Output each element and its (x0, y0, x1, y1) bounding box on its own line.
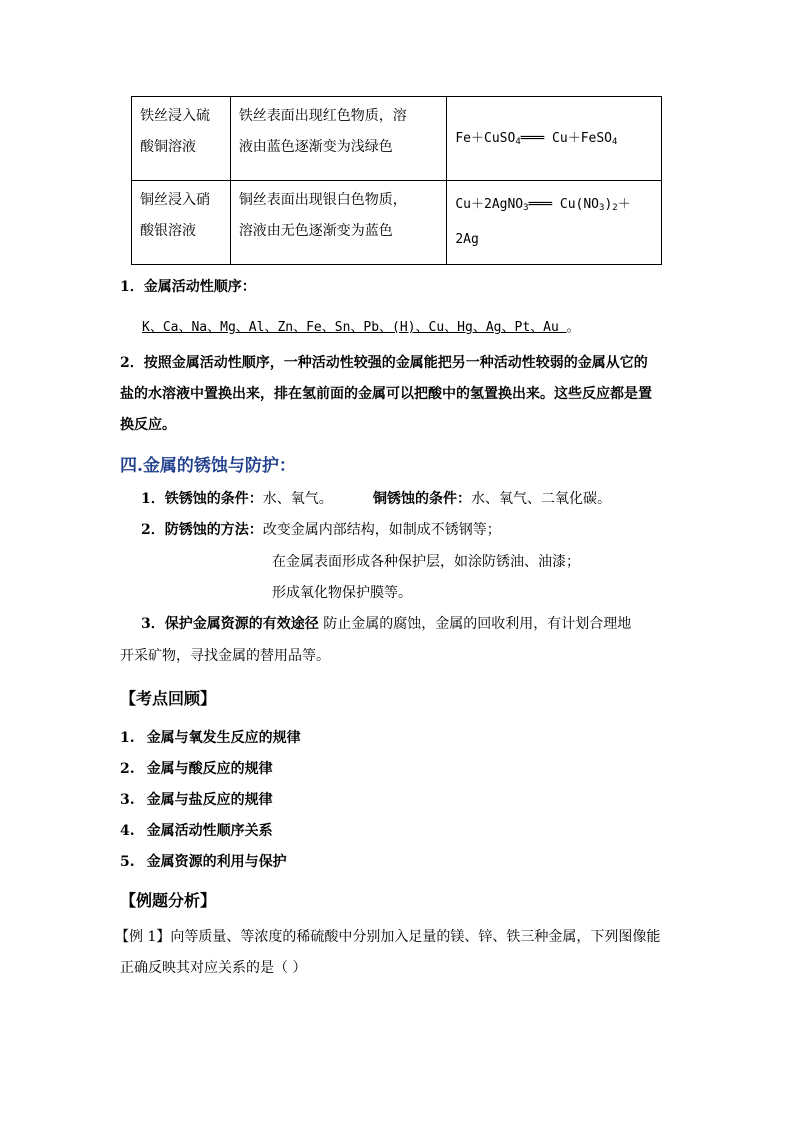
example-question: 正确反映其对应关系的是（ ） (120, 960, 307, 976)
phenomenon-cell: 铜丝表面出现银白色物质， 溶液由无色逐渐变为蓝色 (230, 181, 447, 265)
reaction-table (131, 96, 662, 265)
list-item: 2. 金属与酸反应的规律 (120, 761, 273, 777)
rust-prevention-line: 形成氧化物保护膜等。 (272, 585, 412, 601)
list-item: 3. 金属与盐反应的规律 (120, 792, 273, 808)
equation-cell: Cu＋2AgNO$_3$═══ $Cu(NO_3)_2+$ 2Ag (447, 181, 662, 265)
list-item: 5. 金属资源的利用与保护 (120, 854, 287, 870)
copper-rust-line: 铜锈蚀的条件：水、氧气、二氧化碳。 (373, 491, 611, 507)
rule-line: 盐的水溶液中置换出来，排在氢前面的金属可以把酸中的氢置换出来。这些反应都是置 (120, 386, 652, 402)
section-title: 四.金属的锈蚀与防护： (120, 456, 296, 476)
experiment-cell: 铁丝浸入硫 酸铜溶液 (132, 97, 231, 181)
activity-heading: 1．金属活动性顺序： (120, 279, 256, 295)
resource-protection-line: 开采矿物，寻找金属的替用品等。 (120, 648, 330, 664)
phenomenon-cell: 铁丝表面出现红色物质，溶 液由蓝色逐渐变为浅绿色 (230, 97, 447, 181)
rust-condition-line: 1．铁锈蚀的条件：水、氧气。 (141, 491, 333, 507)
rule-line: 2．按照金属活动性顺序，一种活动性较强的金属能把另一种活动性较弱的金属从它的 (120, 355, 648, 371)
resource-protection-line: 3．保护金属资源的有效途径 防止金属的腐蚀，金属的回收利用，有计划合理地 (141, 616, 632, 632)
rust-prevention-line: 2．防锈蚀的方法：改变金属内部结构，如制成不锈钢等； (141, 522, 501, 538)
list-item: 4. 金属活动性顺序关系 (120, 823, 273, 839)
review-heading: 【考点回顾】 (120, 689, 217, 708)
examples-heading: 【例题分析】 (120, 891, 217, 910)
table-row (132, 181, 662, 265)
experiment-cell: 铜丝浸入硝 酸银溶液 (132, 181, 231, 265)
rule-line: 换反应。 (120, 417, 176, 433)
equation-cell: Fe＋CuSO$_4$═══ Cu＋FeSO$_4$ (447, 97, 662, 181)
rust-prevention-line: 在金属表面形成各种保护层，如涂防锈油、油漆； (272, 554, 580, 570)
example-question: 【例 1】向等质量、等浓度的稀硫酸中分别加入足量的镁、锌、铁三种金属，下列图像能 (115, 929, 661, 945)
activity-series: K、Ca、Na、Mg、Al、Zn、Fe、Sn、Pb、(H)、Cu、Hg、Ag、Pt、Au 。 (142, 320, 580, 335)
list-item: 1. 金属与氧发生反应的规律 (120, 730, 301, 746)
table-row (132, 97, 662, 181)
